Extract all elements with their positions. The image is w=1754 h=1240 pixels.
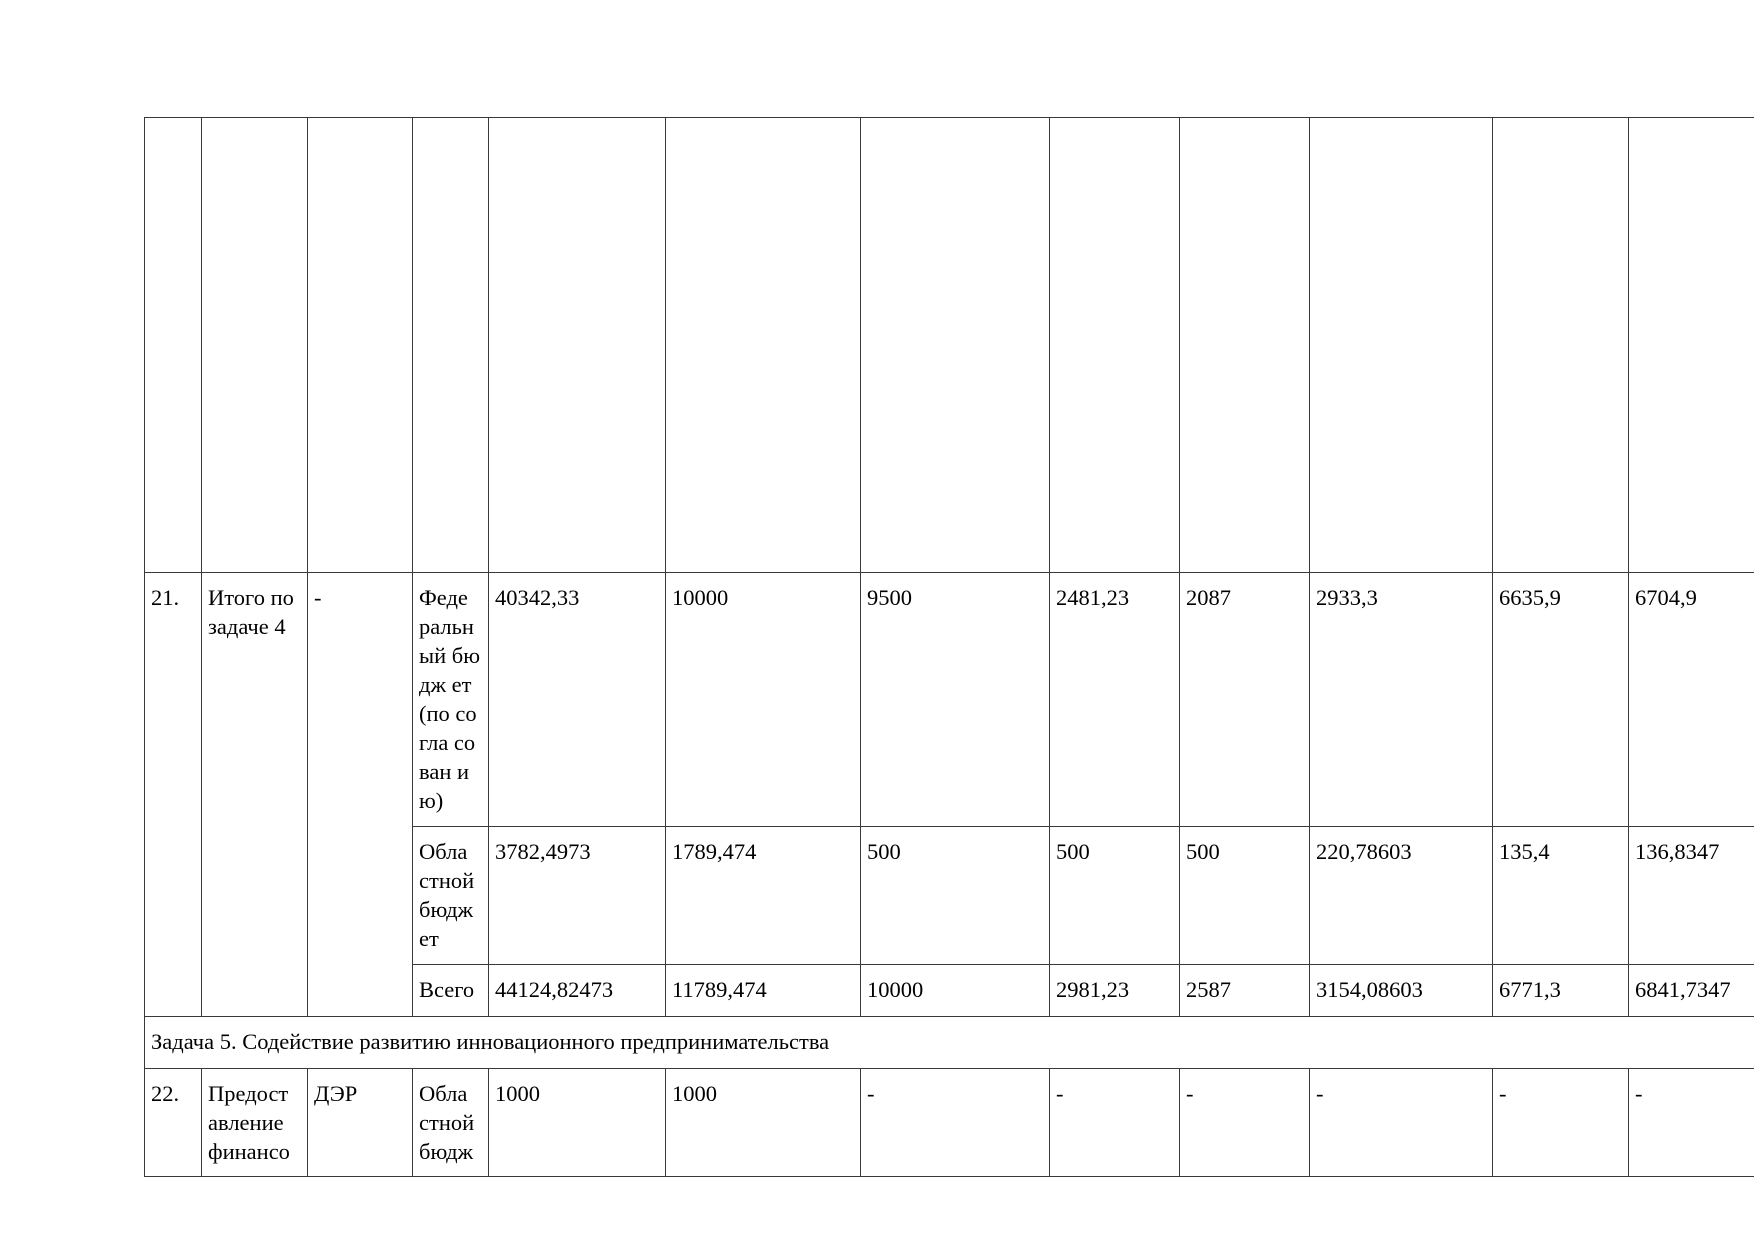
table-cell (308, 118, 413, 573)
item-name-cell: Предост авление финансо (202, 1069, 308, 1177)
funding-source-cell: Обла стной бюдж ет (413, 827, 489, 965)
funding-source-cell: Всего (413, 965, 489, 1017)
executor-cell: ДЭР (308, 1069, 413, 1177)
value-cell: 1789,474 (666, 827, 861, 965)
row-number-cell: 21. (145, 573, 202, 1017)
table-cell (666, 118, 861, 573)
value-cell: - (1180, 1069, 1310, 1177)
value-cell: 10000 (666, 573, 861, 827)
value-cell: 500 (861, 827, 1050, 965)
value-cell: - (1629, 1069, 1754, 1177)
value-cell: 10000 (861, 965, 1050, 1017)
table-cell (489, 118, 666, 573)
table-cell (1310, 118, 1493, 573)
table-cell (1050, 118, 1180, 573)
value-cell: - (1493, 1069, 1629, 1177)
value-cell: 3154,08603 (1310, 965, 1493, 1017)
item-name-cell: Итого по задаче 4 (202, 573, 308, 1017)
value-cell: 136,8347 (1629, 827, 1754, 965)
value-cell: 11789,474 (666, 965, 861, 1017)
value-cell: 2933,3 (1310, 573, 1493, 827)
table-row (145, 1017, 1754, 1069)
value-cell: 3782,4973 (489, 827, 666, 965)
value-cell: 6771,3 (1493, 965, 1629, 1017)
budget-table (144, 117, 1754, 1177)
table-cell (413, 118, 489, 573)
value-cell: - (1310, 1069, 1493, 1177)
table-row (145, 118, 1754, 573)
value-cell: 2481,23 (1050, 573, 1180, 827)
value-cell: 2981,23 (1050, 965, 1180, 1017)
table-cell (145, 118, 202, 573)
value-cell: 9500 (861, 573, 1050, 827)
funding-source-cell: Обла стной бюдж (413, 1069, 489, 1177)
value-cell: 6704,9 (1629, 573, 1754, 827)
funding-source-cell: Феде ральн ый бюдж ет (по согла сован ию) (413, 573, 489, 827)
value-cell: 6841,7347 (1629, 965, 1754, 1017)
value-cell: 135,4 (1493, 827, 1629, 965)
value-cell: 1000 (489, 1069, 666, 1177)
table-row (145, 1069, 1754, 1177)
table-cell (202, 118, 308, 573)
table-cell (1493, 118, 1629, 573)
executor-cell: - (308, 573, 413, 1017)
value-cell: 220,78603 (1310, 827, 1493, 965)
value-cell: 2087 (1180, 573, 1310, 827)
value-cell: 6635,9 (1493, 573, 1629, 827)
row-number-cell: 22. (145, 1069, 202, 1177)
value-cell: 500 (1050, 827, 1180, 965)
table-row (145, 573, 1754, 827)
value-cell: 44124,82473 (489, 965, 666, 1017)
value-cell: 500 (1180, 827, 1310, 965)
value-cell: 40342,33 (489, 573, 666, 827)
value-cell: - (861, 1069, 1050, 1177)
value-cell: 1000 (666, 1069, 861, 1177)
value-cell: 2587 (1180, 965, 1310, 1017)
table-cell (861, 118, 1050, 573)
table-cell (1629, 118, 1754, 573)
value-cell: - (1050, 1069, 1180, 1177)
table-cell (1180, 118, 1310, 573)
section-heading-cell: Задача 5. Содействие развитию инновационного предпринимательства (145, 1017, 1754, 1069)
